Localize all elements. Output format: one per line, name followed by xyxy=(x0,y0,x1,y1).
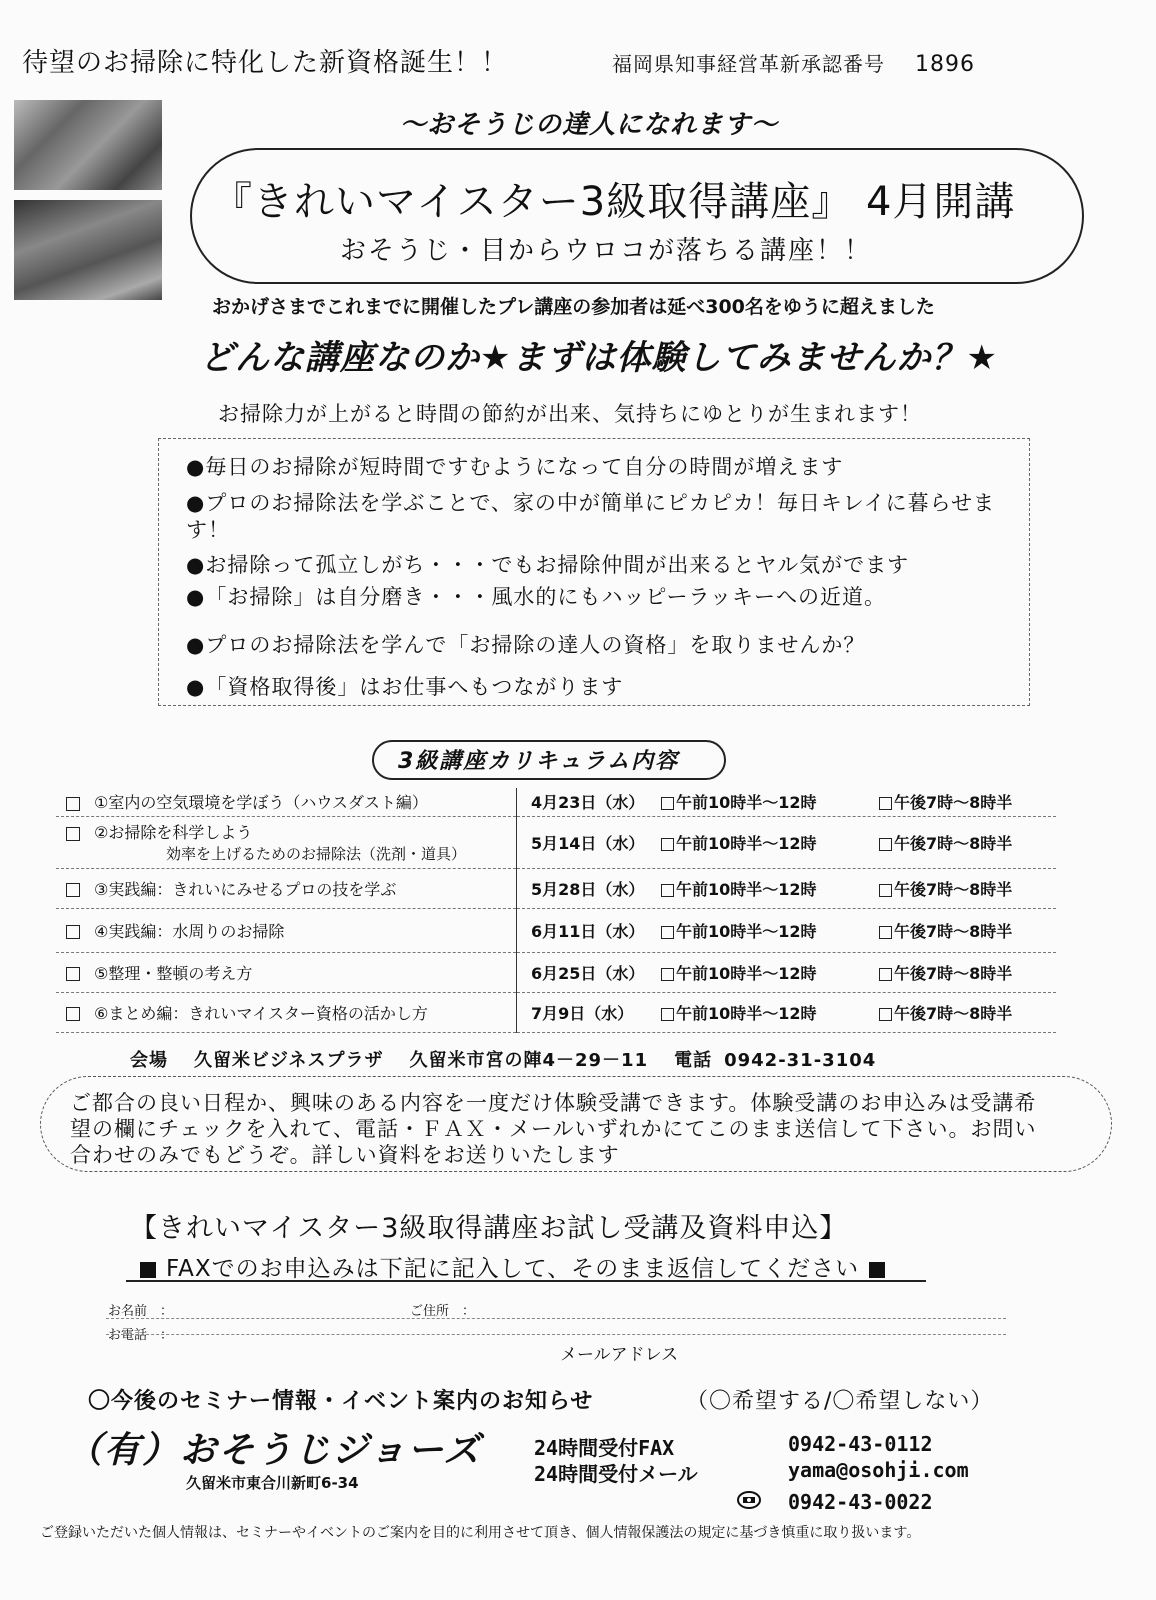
fax-instruction-line xyxy=(130,1250,895,1283)
table-row xyxy=(56,816,1056,868)
am-checkbox[interactable] xyxy=(661,968,674,981)
am-slot-label: 午前10時半～12時 xyxy=(676,1003,817,1023)
mail-label: 24時間受付メール xyxy=(534,1462,698,1486)
divider xyxy=(106,1334,1006,1335)
course-date: 6月25日（水） xyxy=(531,963,645,983)
venue-tel: 0942-31-3104 xyxy=(724,1050,877,1071)
course-date: 5月28日（水） xyxy=(531,879,645,899)
am-checkbox[interactable] xyxy=(661,838,674,851)
tel-field-label: お電話 ： xyxy=(108,1328,174,1343)
trial-note: ご都合の良い日程か、興味のある内容を一度だけ体験受講できます。体験受講のお申込みは受講希望の欄にチェックを入れて、電話・ＦＡＸ・メールいずれかにてこのまま送信して下さい。お問い合わせのみでもどうぞ。詳しい資料をお送りいたします xyxy=(70,1091,1037,1167)
pm-slot-label: 午後7時～8時半 xyxy=(894,879,1013,899)
course-topic: ②お掃除を科学しよう xyxy=(94,823,253,842)
am-slot-label: 午前10時半～12時 xyxy=(676,879,817,899)
course-date: 7月9日（水） xyxy=(531,1003,634,1023)
cleaning-photo-top xyxy=(14,100,162,190)
email-field-label: メールアドレス xyxy=(560,1345,679,1365)
am-checkbox[interactable] xyxy=(661,797,674,810)
point-item: ●お掃除って孤立しがち・・・でもお掃除仲間が出来るとヤル気がでます xyxy=(186,553,910,577)
pm-slot-label: 午後7時～8時半 xyxy=(894,793,1013,813)
venue-name: 久留米ビジネスプラザ xyxy=(194,1050,384,1071)
pm-checkbox[interactable] xyxy=(879,838,892,851)
course-topic: ①室内の空気環境を学ぼう（ハウスダスト編） xyxy=(94,793,428,813)
table-row xyxy=(56,908,1056,952)
am-slot-label: 午前10時半～12時 xyxy=(676,833,817,853)
address-field-label: ご住所 ： xyxy=(410,1304,476,1319)
course-topic: ④実践編：水周りのお掃除 xyxy=(94,921,285,941)
email-address[interactable]: yama@osohji.com xyxy=(788,1458,969,1482)
pm-slot-label: 午後7時～8時半 xyxy=(894,833,1013,853)
am-slot-label: 午前10時半～12時 xyxy=(676,963,817,983)
pm-checkbox[interactable] xyxy=(879,1008,892,1021)
course-topic: ③実践編：きれいにみせるプロの技を学ぶ xyxy=(94,879,397,899)
am-slot-label: 午前10時半～12時 xyxy=(676,921,817,941)
name-field-label: お名前 ： xyxy=(108,1304,174,1319)
phone-number: 0942-43-0022 xyxy=(788,1490,933,1514)
curriculum-table xyxy=(56,788,1056,1033)
catch-copy: どんな講座なのか★まずは体験してみませんか？★ xyxy=(200,338,998,378)
tel-field[interactable] xyxy=(190,1320,490,1338)
course-topic: ⑥まとめ編：きれいマイスター資格の活かし方 xyxy=(94,1003,428,1023)
am-checkbox[interactable] xyxy=(661,1008,674,1021)
email-field[interactable] xyxy=(700,1340,1000,1362)
am-checkbox[interactable] xyxy=(661,926,674,939)
approval-label: 福岡県知事経営革新承認番号 xyxy=(612,52,885,76)
divider xyxy=(106,1318,1006,1319)
table-row xyxy=(56,952,1056,992)
cleaning-photo-bottom xyxy=(14,200,162,300)
point-item: ●「お掃除」は自分磨き・・・風水的にもハッピーラッキーへの近道。 xyxy=(186,585,887,609)
company-name: （有）おそうじジョーズ xyxy=(66,1430,482,1471)
pm-slot-label: 午後7時～8時半 xyxy=(894,1003,1013,1023)
point-item: ●プロのお掃除法を学んで「お掃除の達人の資格」を取りませんか？ xyxy=(186,633,866,657)
square-bullet-icon xyxy=(869,1262,885,1278)
course-date: 6月11日（水） xyxy=(531,921,645,941)
approval-number-value: 1896 xyxy=(915,52,975,77)
course-date: 4月23日（水） xyxy=(531,793,645,813)
course-checkbox[interactable] xyxy=(66,797,80,811)
pm-slot-label: 午後7時～8時半 xyxy=(894,963,1013,983)
venue-line xyxy=(130,1046,902,1072)
table-row xyxy=(56,868,1056,908)
square-bullet-icon xyxy=(140,1262,156,1278)
address-field[interactable] xyxy=(480,1296,1000,1316)
point-item: ●プロのお掃除法を学ぶことで、家の中が簡単にピカピカ！毎日キレイに暮らせます！ xyxy=(186,491,996,542)
pm-checkbox[interactable] xyxy=(879,797,892,810)
table-row xyxy=(56,992,1056,1032)
approval-number xyxy=(612,48,975,77)
subtitle: ～おそうじの達人になれます～ xyxy=(400,110,779,140)
table-row xyxy=(56,788,1056,816)
venue-label: 会場 xyxy=(130,1050,168,1071)
fax-label: 24時間受付FAX xyxy=(534,1436,675,1460)
seminar-option: 〇今後のセミナー情報・イベント案内のお知らせ xyxy=(88,1389,594,1414)
course-topic: ⑤整理・整頓の考え方 xyxy=(94,963,253,983)
pm-slot-label: 午後7時～8時半 xyxy=(894,921,1013,941)
phone-icon xyxy=(736,1490,762,1510)
point-item: ●毎日のお掃除が短時間ですむようになって自分の時間が増えます xyxy=(186,455,844,479)
fax-instruction: FAXでのお申込みは下記に記入して、そのまま返信してください xyxy=(166,1256,860,1282)
course-title: 『きれいマイスター3級取得講座』 4月開講 xyxy=(212,179,1016,225)
course-checkbox[interactable] xyxy=(66,827,80,841)
seminar-choice[interactable]: （〇希望する/〇希望しない） xyxy=(686,1389,994,1414)
course-checkbox[interactable] xyxy=(66,925,80,939)
divider xyxy=(126,1280,926,1282)
am-slot-label: 午前10時半～12時 xyxy=(676,793,817,813)
pm-checkbox[interactable] xyxy=(879,968,892,981)
point-item: ●「資格取得後」はお仕事へもつながります xyxy=(186,675,624,699)
fax-number: 0942-43-0112 xyxy=(788,1432,933,1456)
privacy-notice: ご登録いただいた個人情報は、セミナーやイベントのご案内を目的に利用させて頂き、個人情報保護法の規定に基づき慎重に取り扱います。 xyxy=(40,1525,921,1541)
course-checkbox[interactable] xyxy=(66,1007,80,1021)
company-address: 久留米市東合川新町6-34 xyxy=(186,1474,359,1492)
headline: 待望のお掃除に特化した新資格誕生！！ xyxy=(22,48,509,78)
am-checkbox[interactable] xyxy=(661,884,674,897)
pm-checkbox[interactable] xyxy=(879,926,892,939)
venue-address: 久留米市宮の陣4－29－11 xyxy=(409,1050,649,1071)
course-checkbox[interactable] xyxy=(66,883,80,897)
venue-tel-label: 電話 xyxy=(674,1050,713,1071)
participant-stat: おかげさまでこれまでに開催したプレ講座の参加者は延べ300名をゆうに超えました xyxy=(212,296,935,318)
pm-checkbox[interactable] xyxy=(879,884,892,897)
course-checkbox[interactable] xyxy=(66,967,80,981)
name-field[interactable] xyxy=(190,1296,390,1316)
course-subtopic: 効率を上げるためのお掃除法（洗剤・道具） xyxy=(166,845,467,863)
curriculum-title: 3級講座カリキュラム内容 xyxy=(398,749,680,774)
application-title: 【きれいマイスター3級取得講座お試し受講及資料申込】 xyxy=(130,1213,848,1244)
benefit-line: お掃除力が上がると時間の節約が出来、気持ちにゆとりが生まれます！ xyxy=(218,402,922,426)
course-tagline: おそうじ・目からウロコが落ちる講座！！ xyxy=(340,236,873,266)
course-date: 5月14日（水） xyxy=(531,833,645,853)
